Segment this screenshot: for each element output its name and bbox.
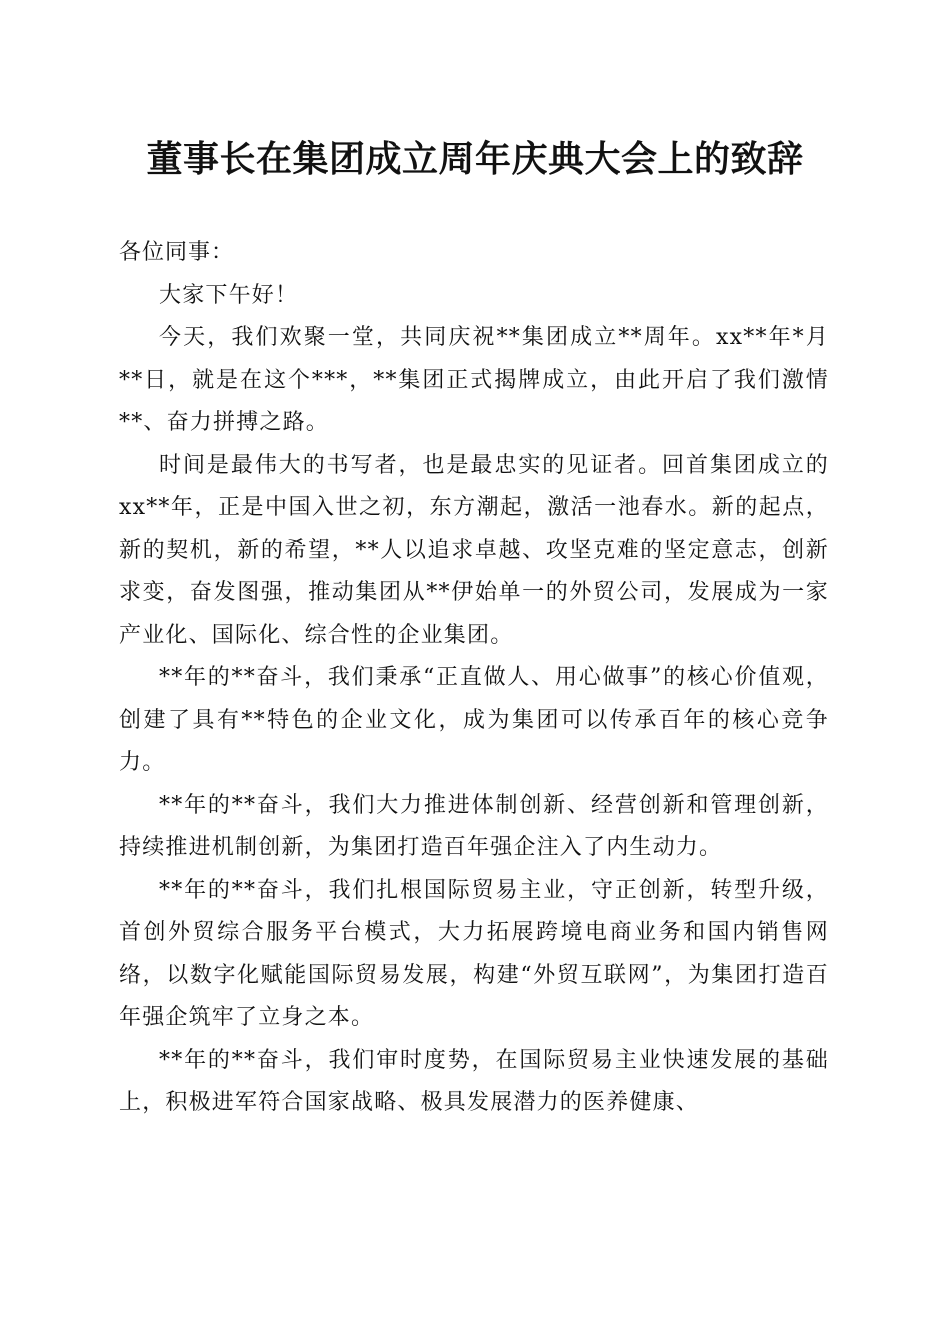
paragraph-opening: 今天，我们欢聚一堂，共同庆祝**集团成立**周年。xx**年*月**日，就是在这个***，**集团正式揭牌成立，由此开启了我们激情**、奋力拼搏之路。 [119,325,829,435]
paragraph-innovation: **年的**奋斗，我们大力推进体制创新、经营创新和管理创新，持续推进机制创新，为集团打造百年强企注入了内生动力。 [119,792,829,860]
paragraph-history: 时间是最伟大的书写者，也是最忠实的见证者。回首集团成立的xx**年，正是中国入世之初，东方潮起，激活一池春水。新的起点，新的契机，新的希望，**人以追求卓越、攻坚克难的坚定意志，创新求变，奋发图强，推动集团从**伊始单一的外贸公司，发展成为一家产业化、国际化、综合性的企业集团。 [119,452,829,648]
paragraph-culture: **年的**奋斗，我们秉承“正直做人、用心做事”的核心价值观，创建了具有**特色的企业文化，成为集团可以传承百年的核心竞争力。 [119,665,829,775]
document-body [119,232,829,1125]
paragraph-expansion: **年的**奋斗，我们审时度势，在国际贸易主业快速发展的基础上，积极进军符合国家战略、极具发展潜力的医养健康、 [119,1047,829,1115]
salutation: 各位同事： [119,240,235,265]
paragraph-trade: **年的**奋斗，我们扎根国际贸易主业，守正创新，转型升级，首创外贸综合服务平台模式，大力拓展跨境电商业务和国内销售网络，以数字化赋能国际贸易发展，构建“外贸互联网”，为集团打造百年强企筑牢了立身之本。 [119,877,829,1030]
document-title: 董事长在集团成立周年庆典大会上的致辞 [146,138,804,180]
paragraph-greeting: 大家下午好！ [159,282,299,308]
